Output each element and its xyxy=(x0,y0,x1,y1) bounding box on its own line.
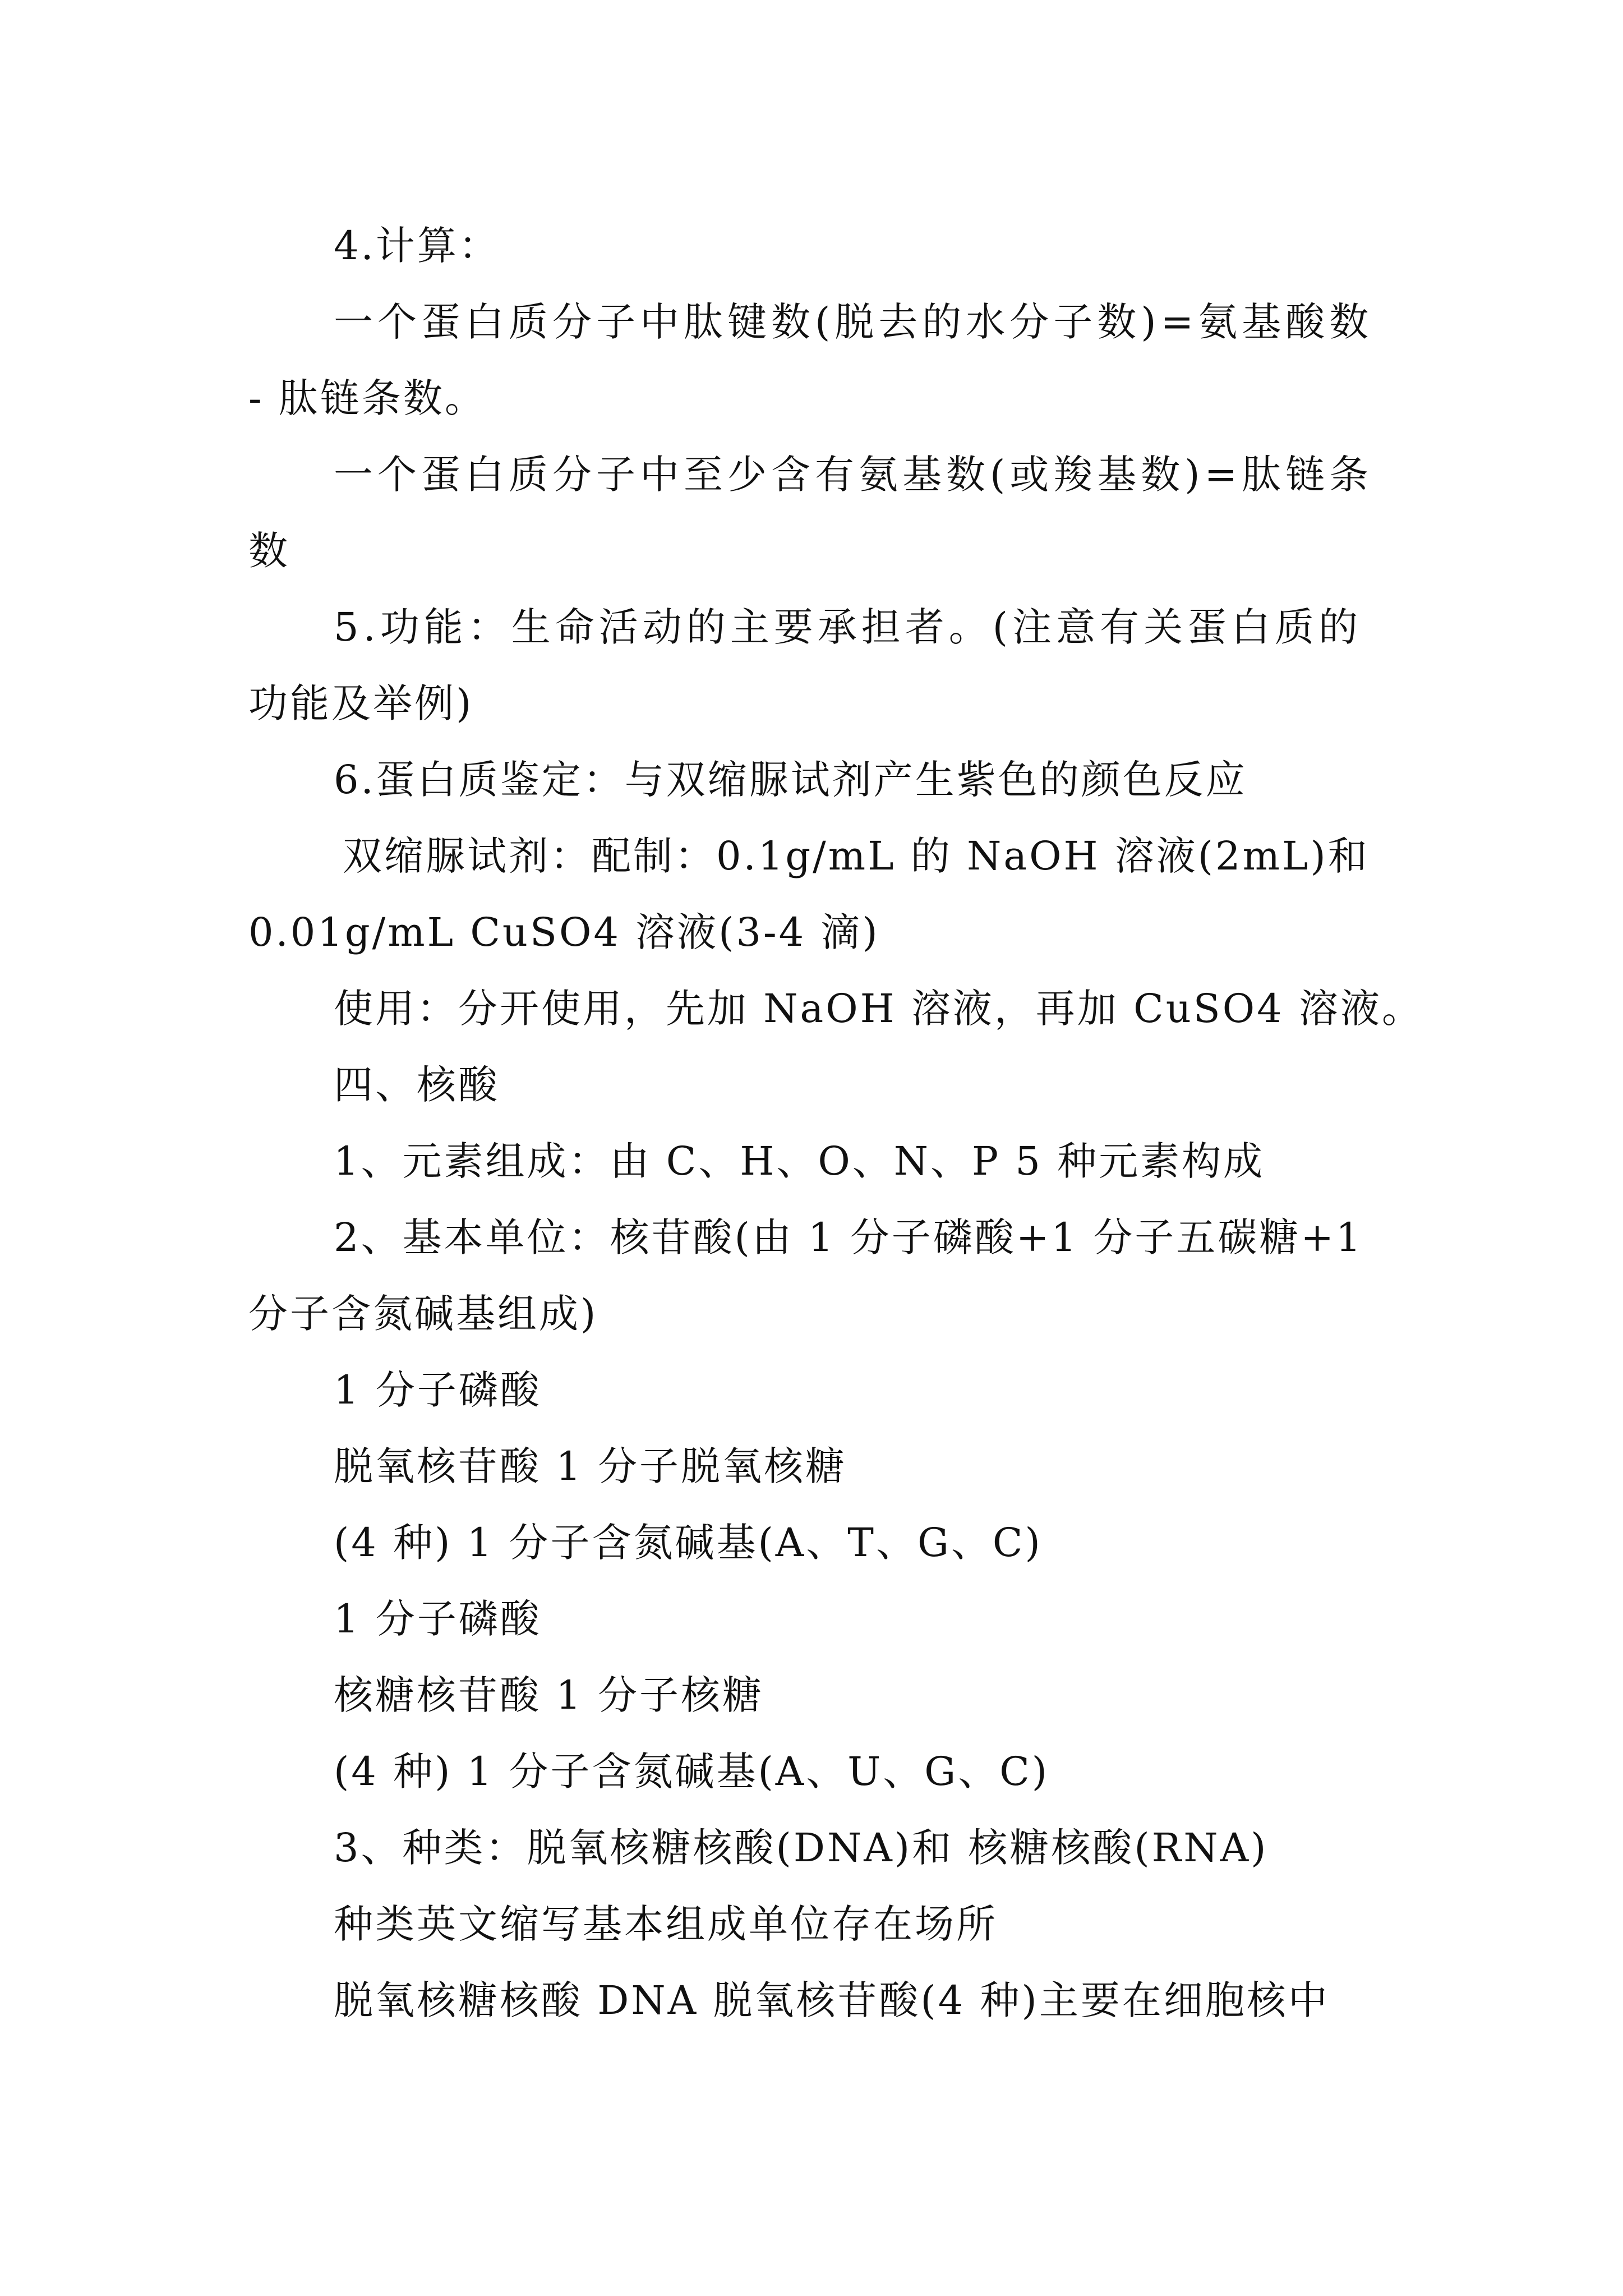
text-line: 功能及举例) xyxy=(248,680,474,726)
text-line-identification-heading: 6.蛋白质鉴定：与双缩脲试剂产生紫色的颜色反应 xyxy=(334,757,1247,803)
text-line: (4 种) 1 分子含氮碱基(A、T、G、C) xyxy=(334,1520,1043,1566)
text-line: 1、元素组成：由 C、H、O、N、P 5 种元素构成 xyxy=(334,1138,1265,1184)
text-line-calc-heading: 4.计算： xyxy=(334,223,500,269)
text-line: 2、基本单位：核苷酸(由 1 分子磷酸+1 分子五碳糖+1 xyxy=(334,1214,1363,1260)
text-line: 1 分子磷酸 xyxy=(334,1596,542,1642)
text-line: 双缩脲试剂：配制：0.1g/mL 的 NaOH 溶液(2mL)和 xyxy=(343,833,1370,879)
text-line: 核糖核苷酸 1 分子核糖 xyxy=(334,1672,764,1718)
text-line-function-heading: 5.功能：生命活动的主要承担者。(注意有关蛋白质的 xyxy=(334,604,1363,650)
text-line: 3、种类：脱氧核糖核酸(DNA)和 核糖核酸(RNA) xyxy=(334,1825,1269,1871)
text-line: 使用：分开使用，先加 NaOH 溶液，再加 CuSO4 溶液。 xyxy=(334,986,1423,1032)
section-heading-nucleic-acid: 四、核酸 xyxy=(334,1062,500,1108)
text-line: 分子含氮碱基组成) xyxy=(248,1291,598,1337)
text-line: 脱氧核糖核酸 DNA 脱氧核苷酸(4 种)主要在细胞核中 xyxy=(334,1977,1330,2023)
text-line: 0.01g/mL CuSO4 溶液(3-4 滴) xyxy=(248,909,880,955)
text-line: 种类英文缩写基本组成单位存在场所 xyxy=(334,1901,998,1947)
text-line: - 肽链条数。 xyxy=(248,375,486,421)
text-line: 一个蛋白质分子中至少含有氨基数(或羧基数)=肽链条 xyxy=(334,452,1373,498)
document-body xyxy=(248,208,1423,2039)
text-line: 1 分子磷酸 xyxy=(334,1367,542,1413)
text-line: 一个蛋白质分子中肽键数(脱去的水分子数)=氨基酸数 xyxy=(334,299,1373,345)
text-line: 数 xyxy=(248,528,290,574)
text-line: (4 种) 1 分子含氮碱基(A、U、G、C) xyxy=(334,1749,1050,1795)
text-line: 脱氧核苷酸 1 分子脱氧核糖 xyxy=(334,1443,847,1489)
